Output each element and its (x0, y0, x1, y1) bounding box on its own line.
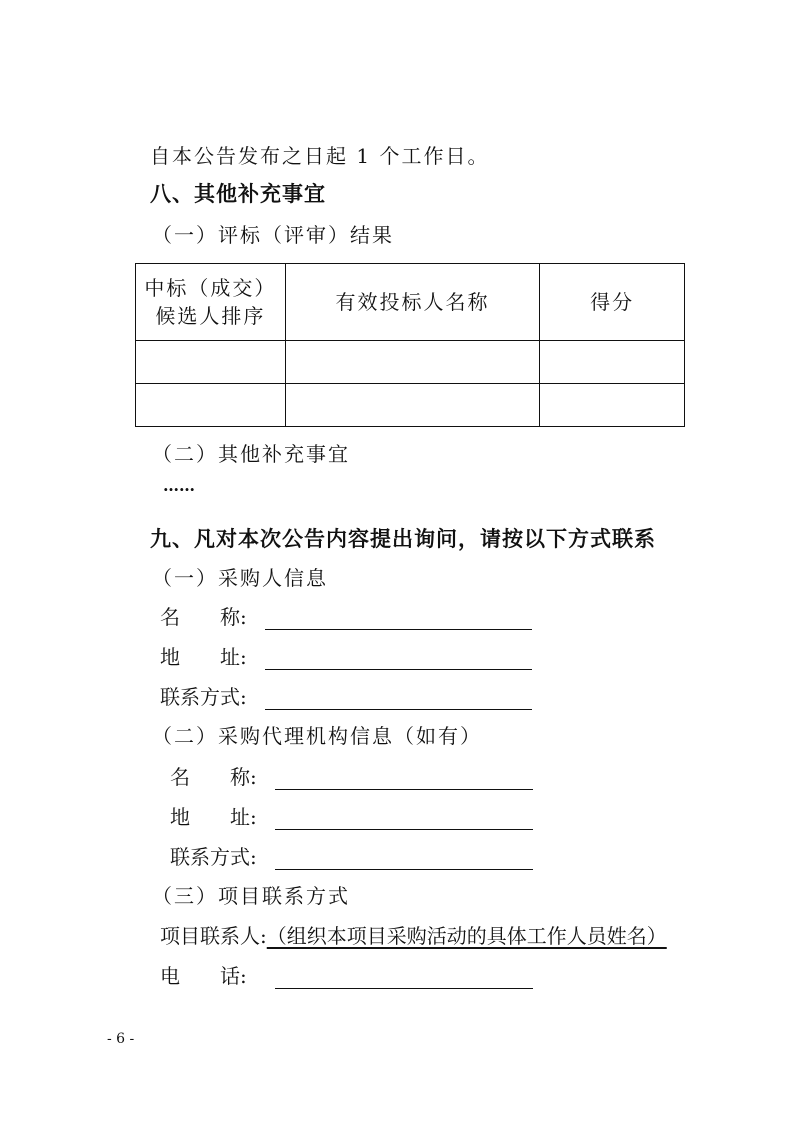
table-header-rank-line1: 中标（成交） (144, 276, 277, 300)
table-cell (540, 384, 685, 427)
purchaser-contact-label: 联系方式: (160, 685, 247, 709)
purchaser-address-field (160, 644, 535, 670)
table-header-bidder-name: 有效投标人名称 (285, 264, 539, 341)
purchaser-contact-field (160, 684, 535, 710)
table-header-row (136, 264, 685, 341)
agency-address-blank[interactable] (275, 829, 533, 830)
table-cell (285, 341, 539, 384)
ellipsis: …… (163, 476, 195, 495)
purchaser-name-label: 名 称: (160, 605, 247, 629)
agency-address-field (170, 804, 535, 830)
purchaser-name-blank[interactable] (265, 629, 532, 630)
intro-text: 自本公告发布之日起 1 个工作日。 (150, 144, 490, 168)
project-contact-person-label: 项目联系人: (160, 924, 267, 948)
agency-contact-label: 联系方式: (170, 845, 257, 869)
evaluation-result-subtitle: （一）评标（评审）结果 (152, 223, 394, 247)
purchaser-address-label: 地 址: (160, 645, 247, 669)
project-contact-person-value[interactable]: （组织本项目采购活动的具体工作人员姓名） (266, 924, 667, 948)
table-cell (285, 384, 539, 427)
table-header-rank (136, 264, 286, 341)
purchaser-address-blank[interactable] (265, 669, 532, 670)
table-cell (136, 384, 286, 427)
other-matters-subtitle: （二）其他补充事宜 (152, 442, 350, 466)
project-phone-field (160, 963, 535, 989)
agency-name-label: 名 称: (170, 765, 257, 789)
table-header-rank-line2: 候选人排序 (155, 304, 266, 328)
table-cell (136, 341, 286, 384)
section-9-title: 九、凡对本次公告内容提出询问，请按以下方式联系 (150, 527, 656, 551)
project-phone-label: 电 话: (160, 964, 247, 988)
table-row (136, 384, 685, 427)
agency-name-blank[interactable] (275, 789, 533, 790)
table-header-score: 得分 (540, 264, 685, 341)
table-cell (540, 341, 685, 384)
evaluation-result-table (135, 263, 685, 427)
agency-contact-blank[interactable] (275, 869, 533, 870)
section-8-title: 八、其他补充事宜 (150, 182, 326, 206)
page-number: - 6 - (107, 1031, 135, 1047)
agency-contact-field (170, 844, 535, 870)
agency-address-label: 地 址: (170, 805, 257, 829)
project-phone-blank[interactable] (275, 988, 533, 989)
table-row (136, 341, 685, 384)
purchaser-contact-blank[interactable] (265, 709, 532, 710)
project-contact-title: （三）项目联系方式 (152, 884, 350, 908)
purchaser-info-title: （一）采购人信息 (152, 566, 328, 590)
agency-name-field (170, 764, 535, 790)
agency-info-title: （二）采购代理机构信息（如有） (152, 724, 482, 748)
project-contact-person-row (160, 923, 667, 949)
purchaser-name-field (160, 604, 535, 630)
